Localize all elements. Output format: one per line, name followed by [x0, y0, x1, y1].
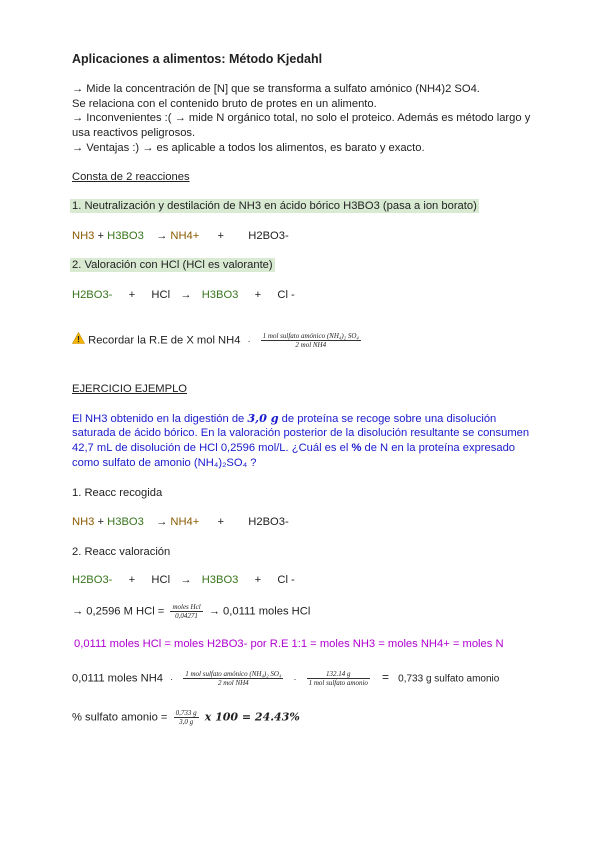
intro-line-4: usa reactivos peligrosos.	[72, 127, 196, 139]
plus-sign: +	[254, 574, 262, 586]
calc-result: → 0,0111 moles HCl	[208, 605, 311, 618]
intro-line-2: Se relaciona con el contenido bruto de protes en un alimento.	[72, 98, 377, 110]
reaction-1-repeat	[72, 515, 289, 529]
product-nh4: NH4+	[170, 230, 200, 242]
reactant-nh3: NH3	[72, 516, 95, 528]
reaction-2-repeat	[72, 573, 295, 587]
fraction-denominator: 0,04271	[175, 612, 198, 620]
molar-mass-fraction	[307, 670, 370, 687]
exercise-line-2: saturada de ácido bórico. En la valoración posterior de la disolución resultante se consumen	[72, 427, 530, 439]
plus-sign: +	[254, 289, 262, 301]
calc-text: → 0,2596 M HCl =	[72, 605, 165, 618]
percent-fraction	[174, 709, 199, 726]
fraction-denominator: 2 mol NH4	[217, 679, 249, 687]
page-title: Aplicaciones a alimentos: Método Kjedahl	[72, 52, 323, 66]
reaction-titration-label: 2. Reacc valoración	[72, 546, 171, 558]
multiply-dot: ·	[247, 335, 251, 346]
reaction-collected-label: 1. Reacc recogida	[72, 487, 163, 499]
reactant-h2bo3: H2BO3-	[72, 289, 113, 301]
reaction-1	[72, 229, 289, 243]
fraction-numerator: 1 mol sulfato amónico (NH₄)₂ SO₄	[262, 332, 359, 340]
reactant-nh3: NH3	[72, 230, 95, 242]
fraction-denominator: 3,0 g	[179, 718, 194, 726]
stoichiometric-fraction	[183, 670, 283, 687]
exercise-line-1	[72, 411, 496, 426]
product-h3bo3: H3BO3	[201, 574, 239, 586]
exercise-mass: 3,0 g	[247, 411, 279, 425]
arrow: →	[180, 289, 192, 301]
calculation-percent	[72, 709, 300, 726]
exercise-line-3	[72, 441, 515, 455]
intro-line-1: → Mide la concentración de [N] que se transforma a sulfato amónico (NH4)2 SO4.	[72, 83, 480, 95]
exercise-text: 42,7 mL de disolución de HCl 0,2596 mol/L. ¿Cuál es el	[72, 442, 352, 454]
reminder-text: Recordar la R.E de X mol NH4	[88, 334, 241, 347]
reactant-hcl: HCl	[151, 574, 171, 586]
step-1-heading	[72, 199, 479, 213]
reactant-h3bo3: H3BO3	[107, 516, 144, 528]
reactant-h2bo3: H2BO3-	[72, 574, 113, 586]
moles-fraction	[170, 603, 202, 620]
exercise-text: de N en la proteína expresado	[361, 442, 516, 454]
exercise-line-4: como sulfato de amonio (NH₄)₂SO₄ ?	[72, 457, 257, 469]
plus-sign: +	[128, 289, 136, 301]
step-1-text: 1. Neutralización y destilación de NH3 en ácido bórico H3BO3 (pasa a ion borato)	[72, 200, 477, 212]
plus-sign: +	[217, 516, 225, 528]
exercise-percent: %	[351, 442, 362, 454]
exercise-text: de proteína se recoge sobre una disolución	[278, 413, 497, 425]
multiply-dot: ·	[293, 673, 297, 684]
equals-sign: =	[382, 670, 390, 685]
product-nh4: NH4+	[170, 516, 200, 528]
fraction-numerator: 0,733 g	[175, 709, 197, 717]
fraction-denominator: 2 mol NH4	[295, 341, 327, 349]
plus-sign: +	[128, 574, 136, 586]
calculation-sulfate-mass	[72, 670, 499, 687]
warning-icon	[72, 332, 85, 348]
moles-equality: 0,0111 moles HCl = moles H2BO3- por R.E 1:1 = moles NH3 = moles NH4+ = moles N	[74, 638, 504, 650]
arrow: →	[156, 516, 168, 528]
section-heading-example: EJERCICIO EJEMPLO	[72, 383, 188, 395]
exercise-text: El NH3 obtenido en la digestión de	[72, 413, 248, 425]
conversion-fraction	[261, 332, 361, 349]
reactant-h3bo3: H3BO3	[107, 230, 144, 242]
plus-sign: +	[97, 516, 105, 528]
step-2-text: 2. Valoración con HCl (HCl es valorante)	[72, 259, 273, 271]
product-h2bo3: H2BO3-	[248, 230, 289, 242]
reactant-hcl: HCl	[151, 289, 171, 301]
calc-text: 0,0111 moles NH4	[72, 672, 163, 685]
calc-result: x 100 = 24.43%	[204, 710, 300, 724]
product-h2bo3: H2BO3-	[248, 516, 289, 528]
arrow: →	[156, 230, 168, 242]
reminder-line	[72, 332, 364, 349]
reaction-2	[72, 288, 295, 302]
intro-line-3: → Inconvenientes :( → mide N orgánico total, no solo el proteico. Además es método largo y	[72, 112, 531, 124]
calc-text: % sulfato amonio =	[72, 711, 168, 724]
fraction-denominator: 1 mol sulfato amonio	[308, 679, 368, 687]
plus-sign: +	[217, 230, 225, 242]
fraction-numerator: 132.14 g	[307, 670, 370, 679]
step-2-heading	[72, 258, 275, 272]
calculation-moles-hcl	[72, 603, 310, 620]
section-heading-reactions: Consta de 2 reacciones	[72, 171, 190, 183]
product-cl: Cl -	[277, 574, 295, 586]
calc-result: 0,733 g sulfato amonio	[398, 673, 500, 685]
product-h3bo3: H3BO3	[201, 289, 239, 301]
product-cl: Cl -	[277, 289, 295, 301]
arrow: →	[180, 574, 192, 586]
fraction-numerator: 1 mol sulfato amónico (NH₄)₂ SO₄	[185, 670, 282, 678]
intro-line-5: → Ventajas :) → es aplicable a todos los alimentos, es barato y exacto.	[72, 142, 425, 154]
plus-sign: +	[97, 230, 105, 242]
multiply-dot: ·	[170, 673, 174, 684]
fraction-numerator: moles Hcl	[172, 603, 201, 611]
